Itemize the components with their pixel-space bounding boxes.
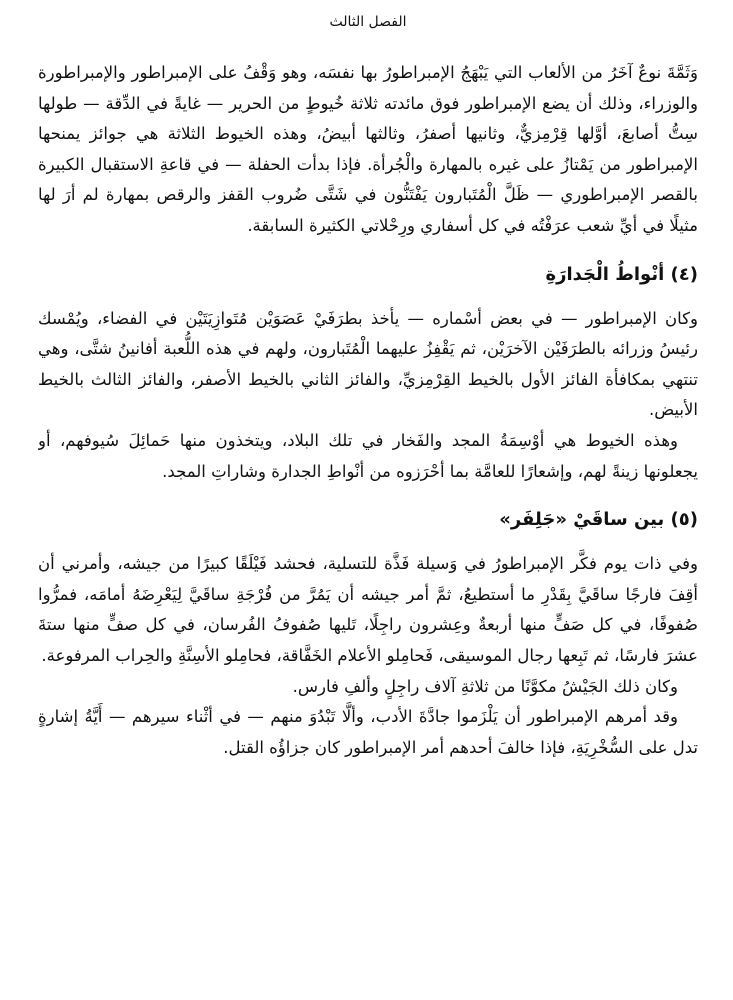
spacer <box>38 535 698 549</box>
section-5-heading: (٥) بين ساقَيْ «جَلِفَر» <box>499 509 698 531</box>
page-body <box>38 58 698 763</box>
section-4-heading: (٤) أنْواطُ الْجَدارَةِ <box>545 263 698 285</box>
section-4-paragraph-2: وهذه الخيوط هي أوْسِمَةُ المجد والفَخار في تلك البلاد، ويتخذون منها حَمائِلَ سُيوفهم، أو يجعلونها زينةً لهم، وإشعارًا للعامَّة بما أحْرَزوه من أنْواطِ الجدارة وشاراتِ المجد. <box>38 430 698 481</box>
chapter-running-header: الفصل الثالث <box>329 14 407 30</box>
section-5-paragraph-2: وكان ذلك الجَيْشُ مكوَّنًا من ثلاثةِ آلاف راجِلٍ وألفِ فارس. <box>292 676 678 696</box>
section-5-paragraph-1: وفي ذات يوم فكَّر الإمبراطورُ في وَسيلة فَذَّة للتسلية، فحشد فَيْلَقًا كبيرًا من جيشه، وأمرني أن أقِفَ فارجًا ساقَيَّ بِقَدْرِ ما أستطيعُ، ثمَّ أمر جيشه أن يَمُرَّ من فُرْجَةِ ساقَيَّ لِيَعْرِضَهُ أمامَه، فمرُّوا صُفوفًا، في كل صَفٍّ منها أربعةٌ وعِشرون راجِلًا، تَليها صُفوفُ الفُرسان، في كل صفٍّ منها ستةَ عشرَ فارسًا، ثم تَبِعها رجال الموسيقى، فَحامِلو الأعلام الخَفَّاقة، فحامِلو الأسِنَّةِ والحِراب المرفوعة. <box>38 554 698 665</box>
intro-paragraph: وَثَمَّةَ نوعٌ آخَرُ من الألعاب التي يَبْهَجُ الإمبراطورُ بها نفسَه، وهو وَقْفُ على الإمبراطور والإمبراطورة والوزراء، وذلك أن يضع الإمبراطور فوق مائدته ثلاثة خُيوطٍ من الحرير — غايةً في الدِّقة — طولها سِتُّ أصابعَ، أوَّلها قِرْمِزيٌّ، وثانيها أصفرُ، وثالثها أبيضُ، وهذه الخيوط الثلاثة هي جوائز يمنحها الإمبراطور من يَمْتازُ على غيره بالمهارة والْجُرأة. فإذا بدأت الحفلة — في قاعةِ الاستقبال الكبيرة بالقصر الإمبراطوري — ظَلَّ الْمُتَبارون يَفْتَنُّون في شَتَّى ضُروب القفز والرقص بمهارة لم أرَ لها مثيلًا في أيِّ شعب عرَفْتُه في كل أسفاري ورِحْلاتي الكثيرة السابقة. <box>38 63 698 235</box>
spacer <box>38 242 698 260</box>
section-4-paragraph-1: وكان الإمبراطور — في بعض أسْماره — يأخذ بطرَفَيْ عَصَوَيْن مُتَوازِيَتَيْن في الفضاء، ويُمْسك رئيسُ وزرائه بالطرَفَيْن الآخرَيْن، ثم يَقْفِزُ عليهما الْمُتَبارون، ولهم في هذه اللُّعبة أفانينُ شتَّى، وهي تنتهي بمكافأة الفائز الأول بالخيط القِرْمِزيِّ، والفائز الثاني بالخيط الأصفر، والفائز الثالث بالخيط الأبيض. <box>38 308 698 420</box>
spacer <box>38 487 698 505</box>
spacer <box>38 290 698 304</box>
section-5-paragraph-3: وقد أمرهم الإمبراطور أن يَلْزَموا جادَّةَ الأدب، وألَّا تَبْدُوَ منهم — في أثْناء سيرهم — أَيَّةُ إشارةٍ تدل على السُّخْرِيَةِ، فإذا خالفَ أحدهم أمر الإمبراطور كان جزاؤُه القتل. <box>38 707 698 757</box>
book-page <box>38 0 698 1000</box>
